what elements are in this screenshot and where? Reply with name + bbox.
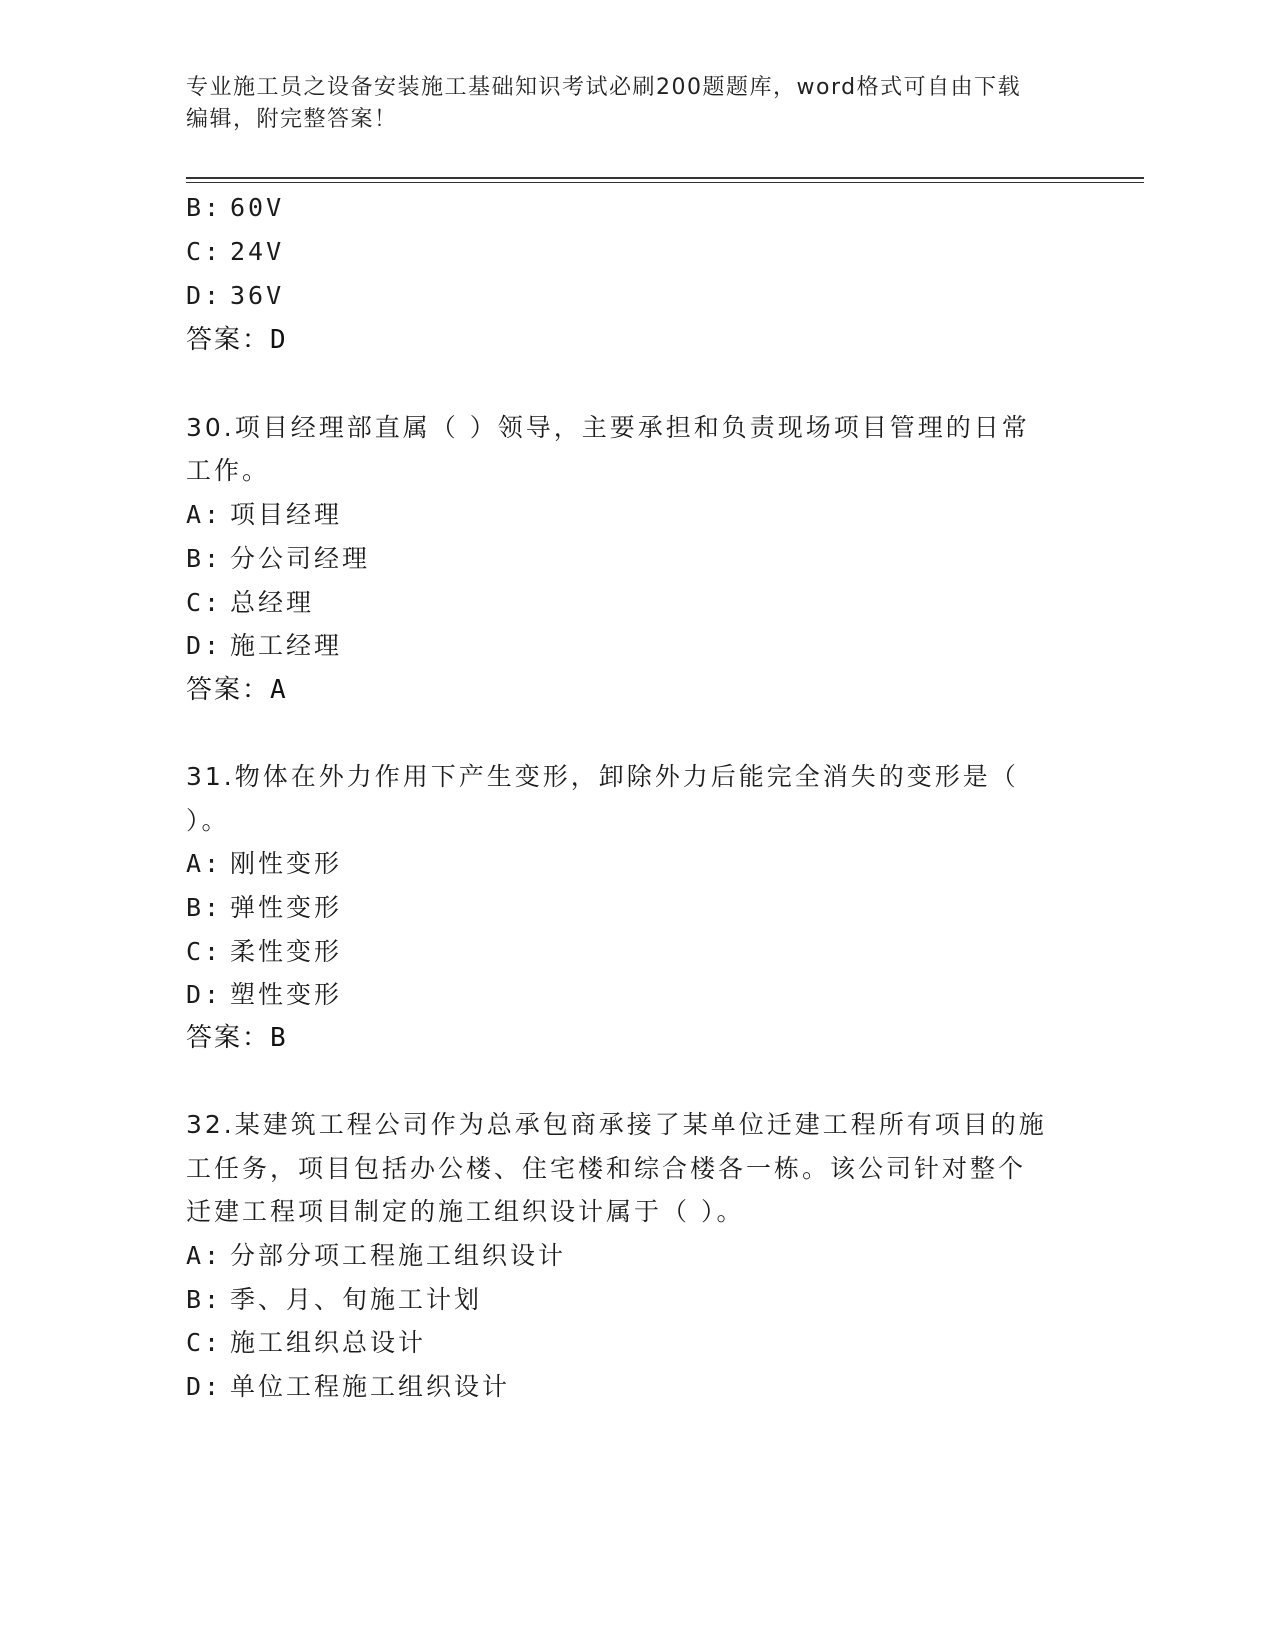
option-text: 总经理	[230, 588, 315, 617]
q29-option-b	[186, 193, 284, 223]
option-text: 塑性变形	[230, 980, 343, 1009]
q32-option-d	[186, 1372, 510, 1402]
option-letter: C:	[186, 588, 223, 617]
header-title-line-1: 专业施工员之设备安装施工基础知识考试必刷200题题库，word格式可自由下载	[186, 75, 1022, 100]
option-text: 单位工程施工组织设计	[230, 1372, 511, 1401]
q32-option-c	[186, 1328, 426, 1358]
option-text: 施工经理	[230, 631, 343, 660]
q32-option-b	[186, 1285, 482, 1315]
option-text: 柔性变形	[230, 937, 343, 966]
q30-stem-line-2: 工作。	[186, 456, 271, 485]
q31-option-a	[186, 849, 342, 879]
option-text: 36V	[230, 281, 285, 310]
q29-option-d	[186, 281, 284, 311]
q31-stem-line-1: 31.物体在外力作用下产生变形，卸除外力后能完全消失的变形是（	[186, 762, 1019, 791]
answer-value: A	[270, 675, 288, 705]
answer-label: 答案：	[186, 325, 271, 355]
q30-answer	[186, 675, 288, 705]
q31-option-b	[186, 893, 342, 923]
answer-label: 答案：	[186, 675, 271, 705]
q32-stem-line-3: 迁建工程项目制定的施工组织设计属于（ ）。	[186, 1197, 745, 1226]
q30-option-b	[186, 544, 370, 574]
answer-value: B	[270, 1023, 288, 1053]
option-text: 分部分项工程施工组织设计	[230, 1241, 567, 1270]
option-letter: B:	[186, 193, 223, 222]
option-text: 季、月、旬施工计划	[230, 1285, 483, 1314]
option-letter: B:	[186, 544, 223, 573]
option-letter: B:	[186, 1285, 223, 1314]
q31-answer	[186, 1023, 288, 1053]
q29-answer	[186, 325, 288, 355]
header-divider-thick	[186, 177, 1144, 179]
answer-value: D	[270, 325, 288, 355]
option-letter: C:	[186, 937, 223, 966]
option-text: 分公司经理	[230, 544, 371, 573]
option-letter: B:	[186, 893, 223, 922]
header-divider-thin	[186, 182, 1144, 183]
header-title-line-2: 编辑，附完整答案！	[186, 107, 398, 132]
q32-stem-line-1: 32.某建筑工程公司作为总承包商承接了某单位迁建工程所有项目的施	[186, 1110, 1047, 1139]
option-letter: D:	[186, 281, 223, 310]
q30-option-a	[186, 500, 342, 530]
option-text: 弹性变形	[230, 893, 343, 922]
option-letter: D:	[186, 980, 223, 1009]
option-letter: A:	[186, 500, 223, 529]
option-letter: A:	[186, 849, 223, 878]
q32-option-a	[186, 1241, 566, 1271]
q32-stem-line-2: 工任务，项目包括办公楼、住宅楼和综合楼各一栋。该公司针对整个	[186, 1154, 1027, 1183]
option-letter: C:	[186, 237, 223, 266]
q31-option-d	[186, 980, 342, 1010]
answer-label: 答案：	[186, 1023, 271, 1053]
option-letter: C:	[186, 1328, 223, 1357]
option-letter: D:	[186, 631, 223, 660]
q30-option-c	[186, 588, 314, 618]
option-text: 施工组织总设计	[230, 1328, 427, 1357]
q31-option-c	[186, 937, 342, 967]
option-letter: A:	[186, 1241, 223, 1270]
q31-stem-line-2: ）。	[186, 806, 230, 835]
option-text: 刚性变形	[230, 849, 343, 878]
option-text: 项目经理	[230, 500, 343, 529]
option-letter: D:	[186, 1372, 223, 1401]
q30-stem-line-1: 30.项目经理部直属（ ）领导，主要承担和负责现场项目管理的日常	[186, 413, 1030, 442]
option-text: 60V	[230, 193, 285, 222]
q29-option-c	[186, 237, 284, 267]
option-text: 24V	[230, 237, 285, 266]
document-header	[186, 72, 1066, 136]
q30-option-d	[186, 631, 342, 661]
